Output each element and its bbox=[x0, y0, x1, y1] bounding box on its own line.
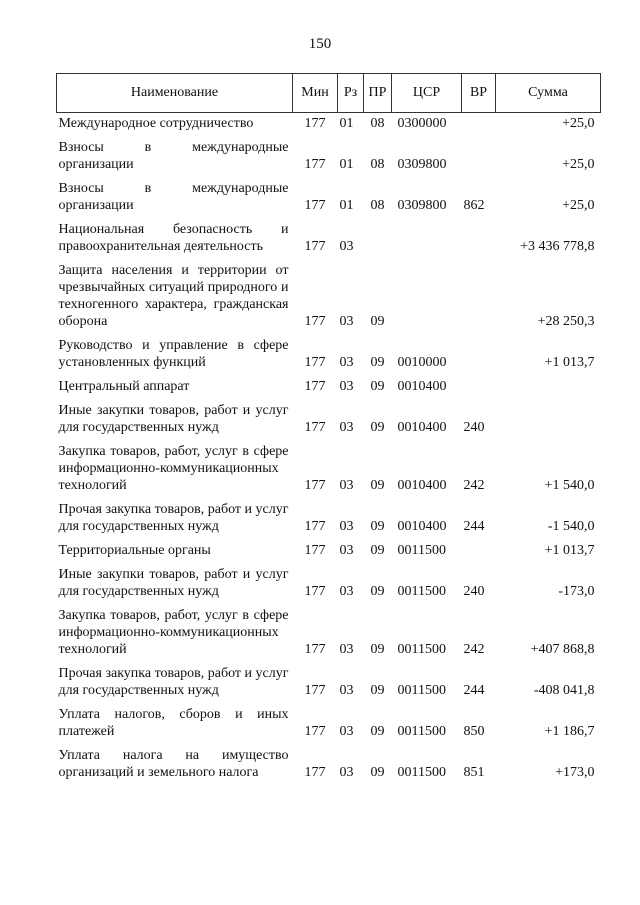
row-rz: 03 bbox=[339, 239, 354, 254]
row-rz: 03 bbox=[339, 355, 354, 370]
row-min: 177 bbox=[304, 519, 326, 534]
row-pr: 09 bbox=[370, 420, 385, 435]
row-pr: 09 bbox=[370, 379, 385, 394]
header-csr: ЦСР bbox=[392, 74, 462, 113]
row-min: 177 bbox=[304, 642, 326, 657]
row-rz: 03 bbox=[339, 724, 354, 739]
row-pr: 09 bbox=[370, 478, 385, 493]
row-sum: +3 436 778,8 bbox=[520, 239, 595, 254]
row-vr bbox=[462, 371, 496, 395]
row-name: Территориальные органы bbox=[58, 543, 211, 558]
header-min: Мин bbox=[293, 74, 338, 113]
row-rz: 01 bbox=[339, 116, 354, 131]
budget-table bbox=[56, 73, 601, 781]
row-name: Международное сотрудничество bbox=[58, 116, 254, 131]
row-rz: 01 bbox=[339, 198, 354, 213]
row-rz: 03 bbox=[339, 379, 354, 394]
row-sum: +25,0 bbox=[562, 157, 595, 172]
row-csr: 0011500 bbox=[397, 543, 446, 558]
row-name: Уплата налогов, сборов и иных платежей bbox=[58, 707, 289, 739]
row-csr: 0309800 bbox=[397, 157, 447, 172]
row-min: 177 bbox=[304, 157, 326, 172]
row-vr bbox=[462, 255, 496, 330]
row-vr bbox=[462, 132, 496, 173]
table-row bbox=[57, 535, 601, 559]
row-pr: 09 bbox=[370, 724, 385, 739]
row-csr: 0011500 bbox=[397, 584, 446, 599]
row-sum: +407 868,8 bbox=[530, 642, 595, 657]
row-csr: 0300000 bbox=[397, 116, 447, 131]
row-name: Закупка товаров, работ, услуг в сфере информационно-коммуникационных технологий bbox=[58, 608, 289, 657]
row-rz: 03 bbox=[339, 642, 354, 657]
row-min: 177 bbox=[304, 478, 326, 493]
row-sum: +173,0 bbox=[555, 765, 595, 780]
row-vr bbox=[462, 535, 496, 559]
row-name: Национальная безопасность и правоохранительная деятельность bbox=[58, 222, 289, 254]
row-pr: 09 bbox=[370, 314, 385, 329]
row-sum: +1 013,7 bbox=[544, 355, 595, 370]
table-row bbox=[57, 255, 601, 330]
row-csr: 0010400 bbox=[397, 519, 447, 534]
row-csr: 0309800 bbox=[397, 198, 447, 213]
row-name: Иные закупки товаров, работ и услуг для государственных нужд bbox=[58, 403, 289, 435]
row-pr: 09 bbox=[370, 765, 385, 780]
row-sum: +1 540,0 bbox=[544, 478, 595, 493]
row-rz: 03 bbox=[339, 478, 354, 493]
table-row bbox=[57, 132, 601, 173]
row-name: Защита населения и территории от чрезвычайных ситуаций природного и техногенного характера, гражданская оборона bbox=[58, 263, 289, 329]
row-name: Взносы в международные организации bbox=[58, 140, 289, 172]
table-row bbox=[57, 113, 601, 133]
row-min: 177 bbox=[304, 724, 326, 739]
row-name: Иные закупки товаров, работ и услуг для государственных нужд bbox=[58, 567, 289, 599]
row-name: Центральный аппарат bbox=[58, 379, 190, 394]
row-min: 177 bbox=[304, 379, 326, 394]
row-name: Руководство и управление в сфере установленных функций bbox=[58, 338, 289, 370]
row-vr: 851 bbox=[463, 765, 485, 780]
row-vr: 862 bbox=[463, 198, 485, 213]
row-min: 177 bbox=[304, 116, 326, 131]
row-rz: 03 bbox=[339, 543, 354, 558]
row-pr: 09 bbox=[370, 642, 385, 657]
row-vr: 244 bbox=[463, 519, 485, 534]
header-sum: Сумма bbox=[496, 74, 601, 113]
row-sum: -1 540,0 bbox=[547, 519, 595, 534]
table-row bbox=[57, 559, 601, 600]
row-sum bbox=[496, 371, 601, 395]
table-header bbox=[57, 74, 601, 113]
row-rz: 03 bbox=[339, 683, 354, 698]
row-name: Прочая закупка товаров, работ и услуг для государственных нужд bbox=[58, 502, 289, 534]
row-vr: 244 bbox=[463, 683, 485, 698]
row-csr: 0010000 bbox=[397, 355, 447, 370]
row-pr: 09 bbox=[370, 683, 385, 698]
header-rz: Рз bbox=[338, 74, 364, 113]
row-vr: 240 bbox=[463, 584, 485, 599]
row-pr: 08 bbox=[370, 157, 385, 172]
row-sum: -173,0 bbox=[558, 584, 595, 599]
row-rz: 03 bbox=[339, 314, 354, 329]
row-pr: 09 bbox=[370, 519, 385, 534]
row-rz: 01 bbox=[339, 157, 354, 172]
header-pr: ПР bbox=[364, 74, 392, 113]
row-pr bbox=[364, 214, 392, 255]
row-vr: 242 bbox=[463, 642, 485, 657]
row-rz: 03 bbox=[339, 420, 354, 435]
row-vr bbox=[462, 330, 496, 371]
row-vr: 242 bbox=[463, 478, 485, 493]
row-name: Закупка товаров, работ, услуг в сфере информационно-коммуникационных технологий bbox=[58, 444, 289, 493]
row-pr: 09 bbox=[370, 584, 385, 599]
table-row bbox=[57, 699, 601, 740]
row-csr bbox=[392, 214, 462, 255]
table-row bbox=[57, 600, 601, 658]
row-min: 177 bbox=[304, 314, 326, 329]
table-row bbox=[57, 330, 601, 371]
row-csr: 0010400 bbox=[397, 379, 447, 394]
header-vr: ВР bbox=[462, 74, 496, 113]
row-vr: 240 bbox=[463, 420, 485, 435]
row-vr bbox=[462, 113, 496, 133]
table-row bbox=[57, 395, 601, 436]
row-min: 177 bbox=[304, 355, 326, 370]
table-row bbox=[57, 436, 601, 494]
row-csr bbox=[392, 255, 462, 330]
row-sum: +25,0 bbox=[562, 198, 595, 213]
row-rz: 03 bbox=[339, 765, 354, 780]
table-row bbox=[57, 173, 601, 214]
table-row bbox=[57, 658, 601, 699]
row-name: Прочая закупка товаров, работ и услуг для государственных нужд bbox=[58, 666, 289, 698]
page-number: 150 bbox=[308, 36, 332, 52]
row-min: 177 bbox=[304, 765, 326, 780]
row-csr: 0011500 bbox=[397, 683, 446, 698]
row-csr: 0011500 bbox=[397, 765, 446, 780]
table-row bbox=[57, 494, 601, 535]
row-sum bbox=[496, 395, 601, 436]
row-vr bbox=[462, 214, 496, 255]
table-row bbox=[57, 214, 601, 255]
table-body bbox=[57, 113, 601, 782]
row-csr: 0010400 bbox=[397, 420, 447, 435]
row-sum: +25,0 bbox=[562, 116, 595, 131]
row-min: 177 bbox=[304, 198, 326, 213]
row-pr: 08 bbox=[370, 116, 385, 131]
row-sum: -408 041,8 bbox=[533, 683, 595, 698]
row-csr: 0010400 bbox=[397, 478, 447, 493]
row-sum: +28 250,3 bbox=[537, 314, 595, 329]
table-row bbox=[57, 371, 601, 395]
table-row bbox=[57, 740, 601, 781]
row-rz: 03 bbox=[339, 519, 354, 534]
row-min: 177 bbox=[304, 543, 326, 558]
row-min: 177 bbox=[304, 420, 326, 435]
row-sum: +1 186,7 bbox=[544, 724, 595, 739]
row-pr: 09 bbox=[370, 355, 385, 370]
row-min: 177 bbox=[304, 239, 326, 254]
row-pr: 08 bbox=[370, 198, 385, 213]
row-min: 177 bbox=[304, 683, 326, 698]
row-csr: 0011500 bbox=[397, 642, 446, 657]
header-name: Наименование bbox=[57, 74, 293, 113]
row-min: 177 bbox=[304, 584, 326, 599]
row-rz: 03 bbox=[339, 584, 354, 599]
row-csr: 0011500 bbox=[397, 724, 446, 739]
row-name: Уплата налога на имущество организаций и земельного налога bbox=[58, 748, 289, 780]
row-vr: 850 bbox=[463, 724, 485, 739]
row-sum: +1 013,7 bbox=[544, 543, 595, 558]
row-name: Взносы в международные организации bbox=[58, 181, 289, 213]
row-pr: 09 bbox=[370, 543, 385, 558]
